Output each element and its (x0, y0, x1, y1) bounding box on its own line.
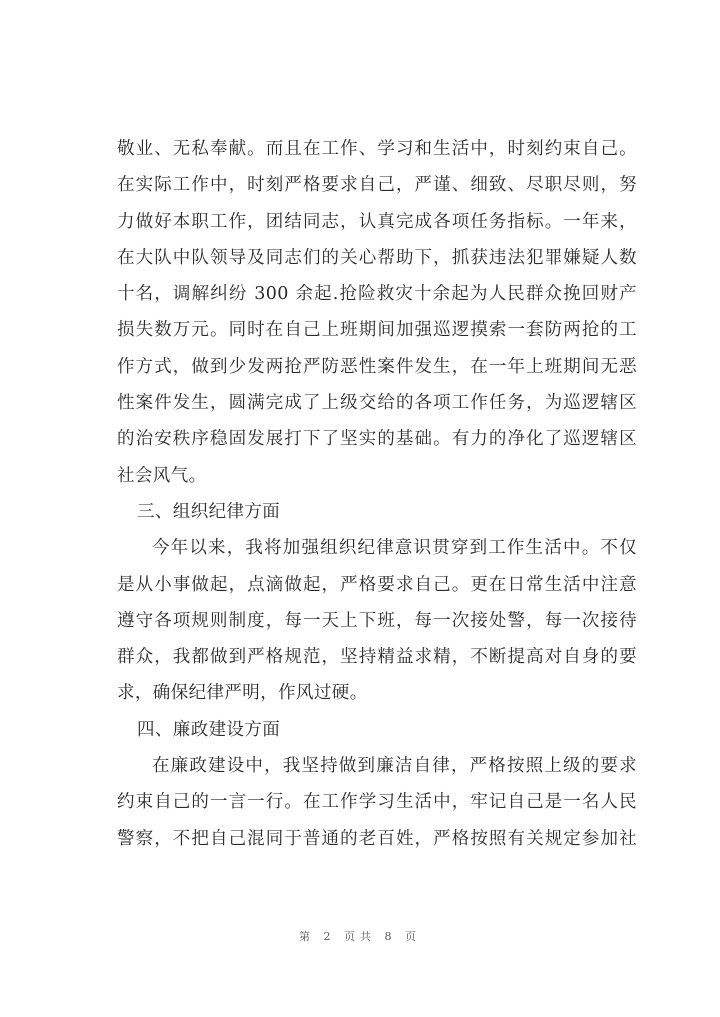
body-line: 性案件发生，圆满完成了上级交给的各项工作任务，为巡逻辖区 (117, 393, 637, 414)
body-line: 今年以来，我将加强组织纪律意识贯穿到工作生活中。不仅 (152, 538, 637, 559)
body-line: 是从小事做起，点滴做起，严格要求自己。更在日常生活中注意 (117, 574, 637, 595)
body-line: 十名，调解纠纷 300 余起.抢险救灾十余起为人民群众挽回财产 (117, 284, 637, 305)
body-line: 遵守各项规则制度，每一天上下班，每一次接处警，每一次接待 (117, 610, 637, 631)
body-line: 约束自己的一言一行。在工作学习生活中，牢记自己是一名人民 (117, 792, 637, 813)
body-line: 在实际工作中，时刻严格要求自己，严谨、细致、尽职尽则，努 (117, 175, 637, 196)
section-heading-integrity: 四、廉政建设方面 (137, 719, 281, 740)
body-line: 损失数万元。同时在自己上班期间加强巡逻摸索一套防两抢的工 (117, 320, 637, 341)
body-line: 社会风气。 (117, 465, 207, 486)
body-line: 警察，不把自己混同于普通的老百姓，严格按照有关规定参加社 (117, 828, 637, 849)
body-line: 在廉政建设中，我坚持做到廉洁自律，严格按照上级的要求 (152, 756, 637, 777)
body-line: 群众，我都做到严格规范，坚持精益求精，不断提高对自身的要 (117, 647, 637, 668)
body-line: 力做好本职工作，团结同志，认真完成各项任务指标。一年来， (117, 211, 637, 232)
section-heading-discipline: 三、组织纪律方面 (137, 501, 281, 522)
document-body (117, 131, 637, 857)
body-line: 在大队中队领导及同志们的关心帮助下，抓获违法犯罪嫌疑人数 (117, 247, 637, 268)
body-line: 的治安秩序稳固发展打下了坚实的基础。有力的净化了巡逻辖区 (117, 429, 637, 450)
body-line: 敬业、无私奉献。而且在工作、学习和生活中，时刻约束自己。 (117, 139, 637, 159)
body-line: 作方式，做到少发两抢严防恶性案件发生，在一年上班期间无恶 (117, 356, 637, 377)
body-line: 求，确保纪律严明，作风过硬。 (117, 683, 368, 704)
page-number-footer: 第 2 页共 8 页 (299, 930, 421, 943)
